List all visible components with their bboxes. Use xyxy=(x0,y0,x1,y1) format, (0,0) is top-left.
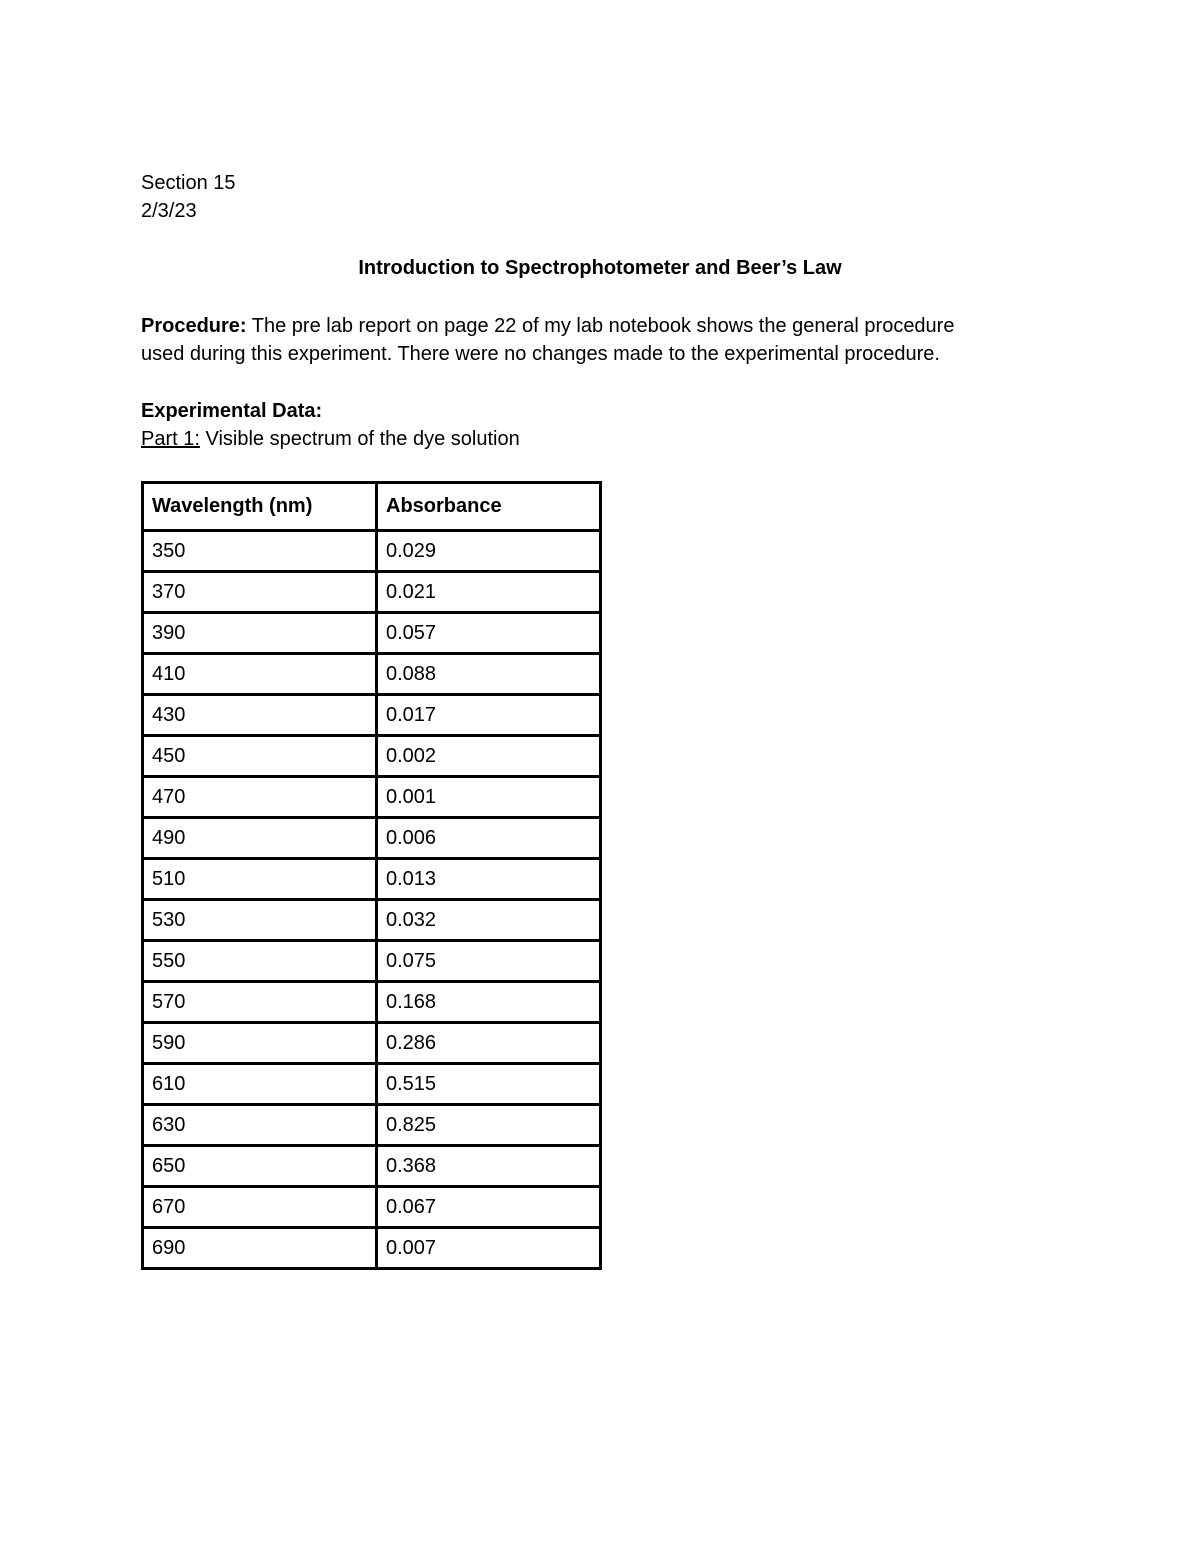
wavelength-cell: 670 xyxy=(143,1187,377,1228)
procedure-label: Procedure: xyxy=(141,315,247,337)
table-row xyxy=(143,982,601,1023)
wavelength-cell: 450 xyxy=(143,736,377,777)
absorbance-cell: 0.515 xyxy=(377,1064,601,1105)
wavelength-cell: 390 xyxy=(143,613,377,654)
table-row xyxy=(143,1105,601,1146)
table-row xyxy=(143,1187,601,1228)
absorbance-cell: 0.029 xyxy=(377,531,601,572)
table-row xyxy=(143,654,601,695)
absorbance-cell: 0.067 xyxy=(377,1187,601,1228)
absorbance-cell: 0.075 xyxy=(377,941,601,982)
table-row xyxy=(143,531,601,572)
absorbance-cell: 0.007 xyxy=(377,1228,601,1269)
procedure-line-1 xyxy=(141,312,954,340)
table-row xyxy=(143,572,601,613)
wavelength-cell: 650 xyxy=(143,1146,377,1187)
date-label: 2/3/23 xyxy=(141,200,197,222)
wavelength-cell: 430 xyxy=(143,695,377,736)
table-row xyxy=(143,941,601,982)
absorbance-cell: 0.032 xyxy=(377,900,601,941)
absorbance-cell: 0.002 xyxy=(377,736,601,777)
absorbance-cell: 0.021 xyxy=(377,572,601,613)
wavelength-cell: 510 xyxy=(143,859,377,900)
table-row xyxy=(143,736,601,777)
column-header-absorbance: Absorbance xyxy=(377,483,601,531)
table-header-row xyxy=(143,483,601,531)
table-row xyxy=(143,900,601,941)
absorbance-cell: 0.057 xyxy=(377,613,601,654)
experimental-data-heading: Experimental Data: xyxy=(141,400,323,422)
table-row xyxy=(143,1064,601,1105)
absorbance-cell: 0.001 xyxy=(377,777,601,818)
wavelength-cell: 470 xyxy=(143,777,377,818)
column-header-wavelength: Wavelength (nm) xyxy=(143,483,377,531)
table-row xyxy=(143,1023,601,1064)
wavelength-cell: 410 xyxy=(143,654,377,695)
table-row xyxy=(143,613,601,654)
table-body xyxy=(143,531,601,1269)
table-row xyxy=(143,695,601,736)
table-row xyxy=(143,859,601,900)
table-row xyxy=(143,1146,601,1187)
absorbance-cell: 0.017 xyxy=(377,695,601,736)
wavelength-cell: 550 xyxy=(143,941,377,982)
wavelength-cell: 350 xyxy=(143,531,377,572)
wavelength-cell: 610 xyxy=(143,1064,377,1105)
absorbance-cell: 0.825 xyxy=(377,1105,601,1146)
table-row xyxy=(143,777,601,818)
wavelength-cell: 630 xyxy=(143,1105,377,1146)
absorbance-cell: 0.286 xyxy=(377,1023,601,1064)
wavelength-cell: 570 xyxy=(143,982,377,1023)
wavelength-cell: 370 xyxy=(143,572,377,613)
part-1-label: Part 1: xyxy=(141,428,200,450)
absorbance-cell: 0.088 xyxy=(377,654,601,695)
absorbance-cell: 0.006 xyxy=(377,818,601,859)
absorbance-cell: 0.368 xyxy=(377,1146,601,1187)
procedure-text-1: The pre lab report on page 22 of my lab notebook shows the general procedure xyxy=(246,315,955,337)
part-1-text: Visible spectrum of the dye solution xyxy=(199,428,520,450)
wavelength-cell: 490 xyxy=(143,818,377,859)
part-1-line xyxy=(141,425,520,453)
wavelength-cell: 590 xyxy=(143,1023,377,1064)
procedure-line-2: used during this experiment. There were no changes made to the experimental procedure. xyxy=(141,343,940,365)
page-title: Introduction to Spectrophotometer and Beer’s Law xyxy=(358,257,842,279)
table-row xyxy=(143,1228,601,1269)
absorbance-cell: 0.013 xyxy=(377,859,601,900)
wavelength-cell: 530 xyxy=(143,900,377,941)
spectrum-data-table xyxy=(141,481,602,1270)
wavelength-cell: 690 xyxy=(143,1228,377,1269)
section-label: Section 15 xyxy=(141,172,236,194)
table-row xyxy=(143,818,601,859)
absorbance-cell: 0.168 xyxy=(377,982,601,1023)
